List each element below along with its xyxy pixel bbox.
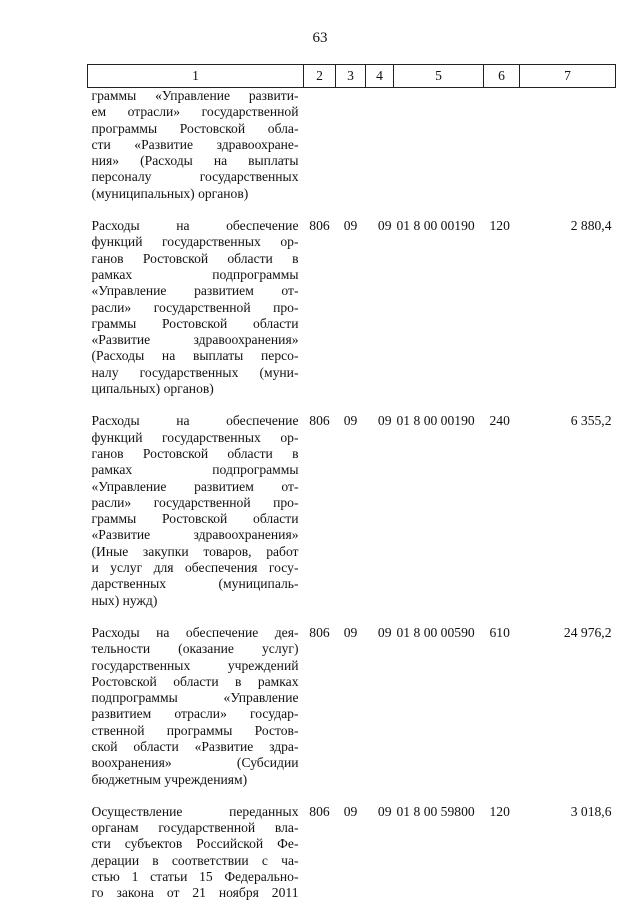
desc-line: Расходы на обеспечение дея- (91, 624, 299, 640)
desc-line: «Развитие здравоохранения» (91, 332, 299, 348)
desc-line: рамках подпрограммы (91, 266, 299, 282)
table-row (88, 804, 616, 902)
desc-line: дерации в соответствии с ча- (91, 852, 299, 868)
desc-line: граммы Ростовской области (91, 315, 299, 331)
row-description (88, 625, 304, 788)
desc-line: «Управление развитием от- (91, 283, 299, 299)
desc-line: персоналу государственных (91, 169, 299, 185)
column-header-2: 2 (304, 65, 336, 88)
cell-target-article: 01 8 00 59800 (396, 803, 475, 819)
desc-line: ем отрасли» государственной (91, 104, 299, 120)
desc-line: стью 1 статьи 15 Федерально- (91, 869, 299, 885)
cell-ministry-code: 806 (309, 803, 330, 819)
desc-line: Расходы на обеспечение (91, 413, 299, 429)
table-row (88, 413, 616, 609)
desc-line: ганов Ростовской области в (91, 445, 299, 461)
desc-line: ципальных) органов) (91, 381, 214, 397)
desc-line: (муниципальных) органов) (91, 185, 249, 201)
desc-line: государственных учреждений (91, 657, 299, 673)
cell-subsection: 09 (377, 803, 392, 819)
column-header-5: 5 (394, 65, 484, 88)
desc-line: Расходы на обеспечение (91, 218, 299, 234)
desc-line: программы Ростовской обла- (91, 120, 299, 136)
page-number: 63 (312, 30, 328, 46)
desc-line: расли» государственной про- (91, 494, 299, 510)
cell-section: 09 (343, 218, 358, 234)
desc-line: налу государственных (муни- (91, 364, 299, 380)
desc-line: ных) нужд) (91, 592, 158, 608)
cell-expense-type: 610 (489, 624, 510, 640)
desc-line: дарственных (муниципаль- (91, 576, 299, 592)
budget-table (87, 64, 616, 902)
desc-line: го закона от 21 ноября 2011 (91, 885, 299, 901)
table-row-continuation (88, 88, 616, 203)
desc-line: сти «Развитие здравоохране- (91, 136, 299, 152)
desc-line: тельности (оказание услуг) (91, 641, 299, 657)
cell-amount: 6 355,2 (570, 413, 612, 429)
cell-expense-type: 120 (489, 803, 510, 819)
row-description (88, 218, 304, 397)
cell-section: 09 (343, 624, 358, 640)
desc-line: функций государственных ор- (91, 234, 299, 250)
desc-line: граммы «Управление развити- (91, 88, 299, 103)
cell-ministry-code: 806 (309, 624, 330, 640)
desc-line: Осуществление переданных (91, 803, 299, 819)
desc-line: (Расходы на выплаты персо- (91, 348, 299, 364)
column-header-7: 7 (520, 65, 616, 88)
cell-target-article: 01 8 00 00190 (396, 413, 475, 429)
desc-line: граммы Ростовской области (91, 511, 299, 527)
desc-line: ния» (Расходы на выплаты (91, 153, 299, 169)
desc-line: рамках подпрограммы (91, 462, 299, 478)
column-header-4: 4 (366, 65, 394, 88)
desc-line: ственной программы Ростов- (91, 722, 299, 738)
cell-section: 09 (343, 803, 358, 819)
cell-expense-type: 240 (489, 413, 510, 429)
desc-line: «Управление развитием от- (91, 478, 299, 494)
cell-target-article: 01 8 00 00590 (396, 624, 475, 640)
desc-line: развитием отрасли» государ- (91, 706, 299, 722)
cell-subsection: 09 (377, 624, 392, 640)
desc-line: ской области «Развитие здра- (91, 738, 299, 754)
desc-line: ганов Ростовской области в (91, 250, 299, 266)
cell-amount: 2 880,4 (570, 218, 612, 234)
desc-line: бюджетным учреждениям) (91, 771, 248, 787)
desc-line: органам государственной вла- (91, 820, 299, 836)
desc-line: расли» государственной про- (91, 299, 299, 315)
cell-section: 09 (343, 413, 358, 429)
cell-amount: 3 018,6 (570, 803, 612, 819)
cell-expense-type: 120 (489, 218, 510, 234)
cell-ministry-code: 806 (309, 218, 330, 234)
header-row (88, 65, 616, 88)
table-row (88, 625, 616, 788)
cell-subsection: 09 (377, 218, 392, 234)
cell-ministry-code: 806 (309, 413, 330, 429)
cell-amount: 24 976,2 (563, 624, 612, 640)
desc-line: Ростовской области в рамках (91, 673, 299, 689)
table-row (88, 218, 616, 397)
desc-line: и услуг для обеспечения госу- (91, 560, 299, 576)
cell-target-article: 01 8 00 00190 (396, 218, 475, 234)
column-header-3: 3 (336, 65, 366, 88)
continuation-description (88, 88, 304, 203)
desc-line: функций государственных ор- (91, 429, 299, 445)
cell-subsection: 09 (377, 413, 392, 429)
desc-line: (Иные закупки товаров, работ (91, 543, 299, 559)
row-description (88, 804, 304, 902)
desc-line: «Развитие здравоохранения» (91, 527, 299, 543)
column-header-1: 1 (88, 65, 304, 88)
desc-line: сти субъектов Российской Фе- (91, 836, 299, 852)
desc-line: воохранения» (Субсидии (91, 755, 299, 771)
desc-line: подпрограммы «Управление (91, 690, 299, 706)
row-description (88, 413, 304, 609)
column-header-6: 6 (484, 65, 520, 88)
